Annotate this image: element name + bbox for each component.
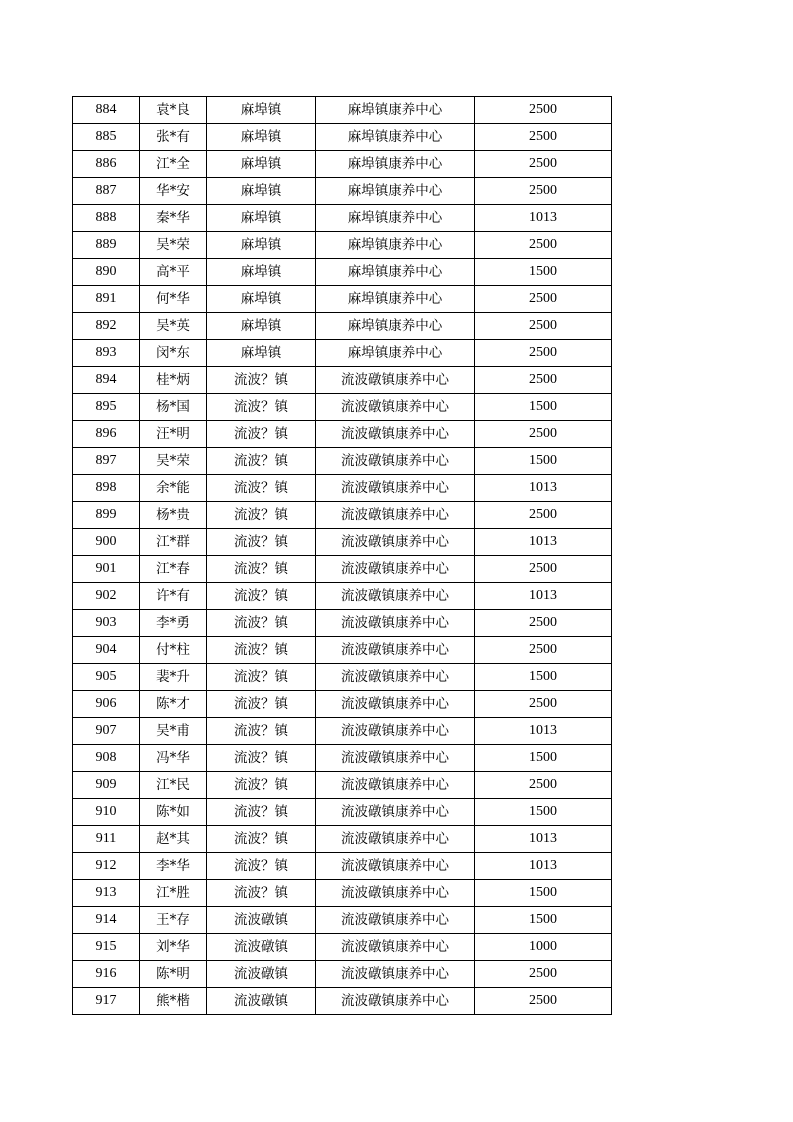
table-row [73, 637, 612, 664]
serial-number-cell: 913 [73, 880, 140, 907]
institution-cell: 流波礅镇康养中心 [316, 664, 475, 691]
amount-cell: 1500 [475, 907, 612, 934]
serial-number-cell: 893 [73, 340, 140, 367]
amount-cell: 2500 [475, 988, 612, 1015]
table-row [73, 232, 612, 259]
town-cell: 麻埠镇 [207, 232, 316, 259]
town-cell: 流波？镇 [207, 691, 316, 718]
table-row [73, 961, 612, 988]
institution-cell: 麻埠镇康养中心 [316, 286, 475, 313]
roster-table [72, 96, 612, 1015]
institution-cell: 流波礅镇康养中心 [316, 718, 475, 745]
town-cell: 流波？镇 [207, 556, 316, 583]
amount-cell: 1500 [475, 448, 612, 475]
amount-cell: 2500 [475, 502, 612, 529]
institution-cell: 流波礅镇康养中心 [316, 394, 475, 421]
amount-cell: 1013 [475, 205, 612, 232]
institution-cell: 流波礅镇康养中心 [316, 583, 475, 610]
amount-cell: 1013 [475, 475, 612, 502]
serial-number-cell: 888 [73, 205, 140, 232]
table-row [73, 421, 612, 448]
name-cell: 赵*其 [140, 826, 207, 853]
name-cell: 陈*如 [140, 799, 207, 826]
serial-number-cell: 905 [73, 664, 140, 691]
institution-cell: 麻埠镇康养中心 [316, 340, 475, 367]
institution-cell: 麻埠镇康养中心 [316, 205, 475, 232]
town-cell: 流波？镇 [207, 880, 316, 907]
amount-cell: 2500 [475, 421, 612, 448]
table-row [73, 502, 612, 529]
town-cell: 流波礅镇 [207, 907, 316, 934]
table-row [73, 664, 612, 691]
institution-cell: 麻埠镇康养中心 [316, 232, 475, 259]
serial-number-cell: 912 [73, 853, 140, 880]
serial-number-cell: 886 [73, 151, 140, 178]
town-cell: 流波？镇 [207, 745, 316, 772]
institution-cell: 流波礅镇康养中心 [316, 502, 475, 529]
town-cell: 流波？镇 [207, 421, 316, 448]
name-cell: 江*群 [140, 529, 207, 556]
table-row [73, 124, 612, 151]
amount-cell: 1500 [475, 664, 612, 691]
institution-cell: 流波礅镇康养中心 [316, 853, 475, 880]
table-row [73, 178, 612, 205]
table-row [73, 934, 612, 961]
serial-number-cell: 903 [73, 610, 140, 637]
table-row [73, 745, 612, 772]
institution-cell: 流波礅镇康养中心 [316, 529, 475, 556]
amount-cell: 2500 [475, 691, 612, 718]
town-cell: 流波？镇 [207, 583, 316, 610]
town-cell: 流波？镇 [207, 664, 316, 691]
table-row [73, 259, 612, 286]
institution-cell: 流波礅镇康养中心 [316, 880, 475, 907]
institution-cell: 流波礅镇康养中心 [316, 556, 475, 583]
serial-number-cell: 907 [73, 718, 140, 745]
amount-cell: 1500 [475, 745, 612, 772]
town-cell: 麻埠镇 [207, 286, 316, 313]
institution-cell: 流波礅镇康养中心 [316, 421, 475, 448]
amount-cell: 2500 [475, 232, 612, 259]
town-cell: 麻埠镇 [207, 205, 316, 232]
institution-cell: 流波礅镇康养中心 [316, 637, 475, 664]
town-cell: 麻埠镇 [207, 313, 316, 340]
town-cell: 流波？镇 [207, 529, 316, 556]
table-row [73, 826, 612, 853]
name-cell: 王*存 [140, 907, 207, 934]
serial-number-cell: 911 [73, 826, 140, 853]
amount-cell: 2500 [475, 313, 612, 340]
serial-number-cell: 917 [73, 988, 140, 1015]
serial-number-cell: 890 [73, 259, 140, 286]
amount-cell: 1013 [475, 826, 612, 853]
table-row [73, 367, 612, 394]
name-cell: 李*勇 [140, 610, 207, 637]
serial-number-cell: 897 [73, 448, 140, 475]
table-row [73, 799, 612, 826]
institution-cell: 流波礅镇康养中心 [316, 799, 475, 826]
table-row [73, 988, 612, 1015]
amount-cell: 2500 [475, 556, 612, 583]
serial-number-cell: 914 [73, 907, 140, 934]
table-row [73, 394, 612, 421]
serial-number-cell: 889 [73, 232, 140, 259]
serial-number-cell: 891 [73, 286, 140, 313]
table-row [73, 151, 612, 178]
table-row [73, 556, 612, 583]
serial-number-cell: 901 [73, 556, 140, 583]
name-cell: 张*有 [140, 124, 207, 151]
town-cell: 麻埠镇 [207, 340, 316, 367]
institution-cell: 流波礅镇康养中心 [316, 610, 475, 637]
town-cell: 麻埠镇 [207, 178, 316, 205]
serial-number-cell: 898 [73, 475, 140, 502]
amount-cell: 1013 [475, 853, 612, 880]
town-cell: 流波？镇 [207, 718, 316, 745]
town-cell: 麻埠镇 [207, 259, 316, 286]
amount-cell: 1013 [475, 529, 612, 556]
amount-cell: 2500 [475, 124, 612, 151]
name-cell: 江*胜 [140, 880, 207, 907]
town-cell: 流波礅镇 [207, 988, 316, 1015]
name-cell: 吴*荣 [140, 232, 207, 259]
serial-number-cell: 908 [73, 745, 140, 772]
name-cell: 李*华 [140, 853, 207, 880]
town-cell: 流波？镇 [207, 853, 316, 880]
name-cell: 杨*贵 [140, 502, 207, 529]
serial-number-cell: 906 [73, 691, 140, 718]
table-row [73, 583, 612, 610]
table-row [73, 529, 612, 556]
amount-cell: 2500 [475, 97, 612, 124]
town-cell: 麻埠镇 [207, 151, 316, 178]
name-cell: 许*有 [140, 583, 207, 610]
table-row [73, 772, 612, 799]
name-cell: 吴*荣 [140, 448, 207, 475]
institution-cell: 麻埠镇康养中心 [316, 259, 475, 286]
town-cell: 流波？镇 [207, 826, 316, 853]
institution-cell: 流波礅镇康养中心 [316, 745, 475, 772]
serial-number-cell: 894 [73, 367, 140, 394]
amount-cell: 2500 [475, 961, 612, 988]
serial-number-cell: 909 [73, 772, 140, 799]
amount-cell: 1013 [475, 718, 612, 745]
table-row [73, 907, 612, 934]
serial-number-cell: 887 [73, 178, 140, 205]
amount-cell: 2500 [475, 178, 612, 205]
amount-cell: 2500 [475, 610, 612, 637]
institution-cell: 麻埠镇康养中心 [316, 313, 475, 340]
name-cell: 吴*甫 [140, 718, 207, 745]
institution-cell: 麻埠镇康养中心 [316, 124, 475, 151]
town-cell: 流波礅镇 [207, 934, 316, 961]
table-row [73, 340, 612, 367]
table-row [73, 691, 612, 718]
table-row [73, 610, 612, 637]
town-cell: 流波？镇 [207, 475, 316, 502]
town-cell: 流波？镇 [207, 394, 316, 421]
serial-number-cell: 910 [73, 799, 140, 826]
table-row [73, 880, 612, 907]
amount-cell: 2500 [475, 151, 612, 178]
table-row [73, 718, 612, 745]
table-row [73, 286, 612, 313]
institution-cell: 麻埠镇康养中心 [316, 151, 475, 178]
town-cell: 流波？镇 [207, 772, 316, 799]
institution-cell: 流波礅镇康养中心 [316, 367, 475, 394]
institution-cell: 流波礅镇康养中心 [316, 448, 475, 475]
serial-number-cell: 899 [73, 502, 140, 529]
amount-cell: 1500 [475, 880, 612, 907]
town-cell: 流波？镇 [207, 367, 316, 394]
town-cell: 流波？镇 [207, 637, 316, 664]
serial-number-cell: 904 [73, 637, 140, 664]
table-row [73, 448, 612, 475]
name-cell: 高*平 [140, 259, 207, 286]
amount-cell: 1500 [475, 259, 612, 286]
town-cell: 流波礅镇 [207, 961, 316, 988]
town-cell: 流波？镇 [207, 448, 316, 475]
amount-cell: 2500 [475, 340, 612, 367]
serial-number-cell: 884 [73, 97, 140, 124]
table-row [73, 205, 612, 232]
institution-cell: 流波礅镇康养中心 [316, 826, 475, 853]
institution-cell: 流波礅镇康养中心 [316, 772, 475, 799]
name-cell: 陈*才 [140, 691, 207, 718]
name-cell: 华*安 [140, 178, 207, 205]
name-cell: 何*华 [140, 286, 207, 313]
institution-cell: 流波礅镇康养中心 [316, 988, 475, 1015]
name-cell: 冯*华 [140, 745, 207, 772]
town-cell: 流波？镇 [207, 502, 316, 529]
name-cell: 江*民 [140, 772, 207, 799]
serial-number-cell: 902 [73, 583, 140, 610]
town-cell: 麻埠镇 [207, 124, 316, 151]
serial-number-cell: 885 [73, 124, 140, 151]
serial-number-cell: 900 [73, 529, 140, 556]
name-cell: 袁*良 [140, 97, 207, 124]
institution-cell: 麻埠镇康养中心 [316, 97, 475, 124]
name-cell: 汪*明 [140, 421, 207, 448]
name-cell: 吴*英 [140, 313, 207, 340]
name-cell: 江*全 [140, 151, 207, 178]
table-row [73, 97, 612, 124]
name-cell: 杨*国 [140, 394, 207, 421]
institution-cell: 麻埠镇康养中心 [316, 178, 475, 205]
institution-cell: 流波礅镇康养中心 [316, 907, 475, 934]
name-cell: 余*能 [140, 475, 207, 502]
table-row [73, 475, 612, 502]
institution-cell: 流波礅镇康养中心 [316, 475, 475, 502]
roster-table-body [73, 97, 612, 1015]
institution-cell: 流波礅镇康养中心 [316, 934, 475, 961]
amount-cell: 2500 [475, 367, 612, 394]
serial-number-cell: 896 [73, 421, 140, 448]
name-cell: 秦*华 [140, 205, 207, 232]
amount-cell: 2500 [475, 286, 612, 313]
amount-cell: 1000 [475, 934, 612, 961]
name-cell: 闵*东 [140, 340, 207, 367]
name-cell: 熊*楷 [140, 988, 207, 1015]
name-cell: 江*春 [140, 556, 207, 583]
table-row [73, 853, 612, 880]
table-row [73, 313, 612, 340]
town-cell: 流波？镇 [207, 610, 316, 637]
town-cell: 麻埠镇 [207, 97, 316, 124]
amount-cell: 2500 [475, 637, 612, 664]
amount-cell: 1013 [475, 583, 612, 610]
name-cell: 刘*华 [140, 934, 207, 961]
institution-cell: 流波礅镇康养中心 [316, 691, 475, 718]
amount-cell: 1500 [475, 799, 612, 826]
name-cell: 陈*明 [140, 961, 207, 988]
amount-cell: 1500 [475, 394, 612, 421]
serial-number-cell: 915 [73, 934, 140, 961]
serial-number-cell: 895 [73, 394, 140, 421]
name-cell: 裴*升 [140, 664, 207, 691]
institution-cell: 流波礅镇康养中心 [316, 961, 475, 988]
town-cell: 流波？镇 [207, 799, 316, 826]
serial-number-cell: 916 [73, 961, 140, 988]
name-cell: 付*柱 [140, 637, 207, 664]
amount-cell: 2500 [475, 772, 612, 799]
serial-number-cell: 892 [73, 313, 140, 340]
name-cell: 桂*炳 [140, 367, 207, 394]
